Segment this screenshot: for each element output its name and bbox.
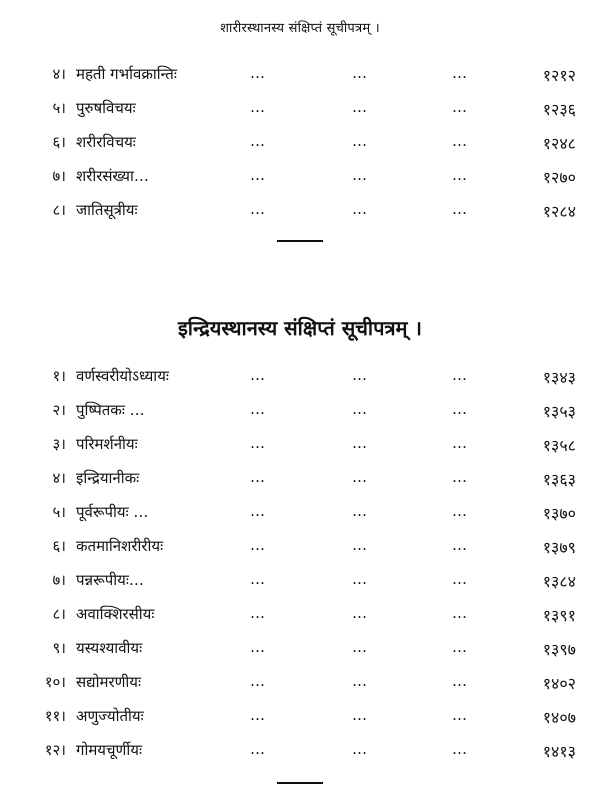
toc-title: गोमयचूर्णीयः — [76, 741, 142, 759]
leader-dots: … — [452, 200, 468, 218]
leader-dots: … — [250, 400, 266, 418]
toc-number: ४। — [52, 65, 66, 83]
toc-number: ६। — [52, 133, 66, 151]
leader-dots: … — [250, 132, 266, 150]
leader-dots: … — [250, 166, 266, 184]
section-title: इन्द्रियस्थानस्य संक्षिप्तं सूचीपत्रम् । — [177, 316, 423, 340]
toc-page-number: १२४८ — [542, 134, 576, 153]
leader-dots: … — [250, 502, 266, 520]
toc-row — [0, 598, 600, 632]
leader-dots: … — [352, 672, 368, 690]
leader-dots: … — [352, 132, 368, 150]
toc-page-number: १४०२ — [542, 674, 576, 693]
leader-dots: … — [250, 638, 266, 656]
toc-page-number: १२३६ — [542, 100, 576, 119]
toc-row — [0, 700, 600, 734]
toc-page-number: १३६३ — [542, 470, 576, 489]
leader-dots: … — [250, 672, 266, 690]
toc-title: इन्द्रियानीकः — [76, 469, 140, 487]
toc-row — [0, 462, 600, 496]
toc-number: ४। — [52, 469, 66, 487]
toc-row — [0, 58, 600, 92]
leader-dots: … — [452, 132, 468, 150]
leader-dots: … — [452, 706, 468, 724]
leader-dots: … — [250, 570, 266, 588]
leader-dots: … — [352, 98, 368, 116]
leader-dots: … — [352, 638, 368, 656]
leader-dots: … — [352, 366, 368, 384]
toc-number: १। — [52, 367, 66, 385]
leader-dots: … — [250, 536, 266, 554]
leader-dots: … — [452, 166, 468, 184]
toc-row — [0, 530, 600, 564]
toc-page-number: १३७९ — [542, 538, 576, 557]
leader-dots: … — [352, 434, 368, 452]
leader-dots: … — [352, 536, 368, 554]
leader-dots: … — [352, 400, 368, 418]
leader-dots: … — [452, 740, 468, 758]
toc-row — [0, 496, 600, 530]
toc-row — [0, 428, 600, 462]
leader-dots: … — [250, 98, 266, 116]
toc-row — [0, 92, 600, 126]
toc-title: अवाक्शिरसीयः — [76, 605, 155, 623]
leader-dots: … — [250, 604, 266, 622]
toc-number: ७। — [52, 167, 66, 185]
toc-number: ५। — [52, 503, 66, 521]
toc-page-number: १३८४ — [542, 572, 576, 591]
toc-row — [0, 394, 600, 428]
leader-dots: … — [452, 638, 468, 656]
toc-title: शरीरसंख्या… — [76, 167, 149, 185]
toc-number: ९। — [52, 639, 66, 657]
toc-row — [0, 194, 600, 228]
leader-dots: … — [352, 740, 368, 758]
toc-page-number: १३७० — [542, 504, 576, 523]
leader-dots: … — [250, 434, 266, 452]
toc-row — [0, 564, 600, 598]
leader-dots: … — [352, 706, 368, 724]
toc-title: वर्णस्वरीयोऽध्यायः — [76, 367, 169, 385]
leader-dots: … — [352, 570, 368, 588]
toc-title: अणुज्योतीयः — [76, 707, 144, 725]
leader-dots: … — [452, 604, 468, 622]
section-divider — [277, 782, 323, 784]
toc-number: ८। — [52, 201, 66, 219]
toc-title: महती गर्भावक्रान्तिः — [76, 65, 177, 83]
toc-number: २। — [52, 401, 66, 419]
leader-dots: … — [352, 64, 368, 82]
toc-page-number: १४१३ — [542, 742, 576, 761]
leader-dots: … — [452, 98, 468, 116]
toc-list-section2 — [0, 360, 600, 768]
toc-number: ११। — [44, 707, 66, 725]
toc-number: ३। — [52, 435, 66, 453]
toc-number: ५। — [52, 99, 66, 117]
toc-page-number: १३४३ — [542, 368, 576, 387]
toc-title: सद्योमरणीयः — [76, 673, 142, 691]
leader-dots: … — [250, 64, 266, 82]
leader-dots: … — [452, 434, 468, 452]
toc-title: जातिसूत्रीयः — [76, 201, 138, 219]
toc-row — [0, 666, 600, 700]
toc-page-number: १२१२ — [542, 66, 576, 85]
leader-dots: … — [452, 366, 468, 384]
leader-dots: … — [352, 502, 368, 520]
leader-dots: … — [250, 366, 266, 384]
leader-dots: … — [250, 200, 266, 218]
toc-title: कतमानिशरीरीयः — [76, 537, 164, 555]
toc-title: यस्यश्यावीयः — [76, 639, 143, 657]
leader-dots: … — [452, 400, 468, 418]
toc-page-number: १२८४ — [542, 202, 576, 221]
leader-dots: … — [452, 502, 468, 520]
toc-title: पन्नरूपीयः… — [76, 571, 144, 589]
toc-page-number: १४०७ — [542, 708, 576, 727]
page-header: शारीरस्थानस्य संक्षिप्तं सूचीपत्रम् । — [220, 21, 380, 36]
leader-dots: … — [250, 468, 266, 486]
toc-page-number: १३९१ — [542, 606, 576, 625]
leader-dots: … — [250, 740, 266, 758]
toc-row — [0, 160, 600, 194]
toc-page-number: १३५८ — [542, 436, 576, 455]
toc-row — [0, 632, 600, 666]
leader-dots: … — [352, 468, 368, 486]
toc-title: पूर्वरूपीयः … — [76, 503, 149, 521]
leader-dots: … — [352, 166, 368, 184]
toc-number: ८। — [52, 605, 66, 623]
section-divider — [277, 240, 323, 242]
toc-title: परिमर्शनीयः — [76, 435, 138, 453]
leader-dots: … — [352, 604, 368, 622]
leader-dots: … — [250, 706, 266, 724]
toc-row — [0, 734, 600, 768]
toc-title: पुरुषविचयः — [76, 99, 136, 117]
toc-page-number: १३९७ — [542, 640, 576, 659]
toc-number: १२। — [44, 741, 66, 759]
toc-page-number: १३५३ — [542, 402, 576, 421]
toc-number: ६। — [52, 537, 66, 555]
leader-dots: … — [452, 536, 468, 554]
toc-number: ७। — [52, 571, 66, 589]
leader-dots: … — [452, 672, 468, 690]
leader-dots: … — [452, 64, 468, 82]
toc-page-number: १२७० — [542, 168, 576, 187]
toc-title: पुष्पितकः … — [76, 401, 145, 419]
leader-dots: … — [352, 200, 368, 218]
toc-list-section1 — [0, 58, 600, 228]
toc-row — [0, 126, 600, 160]
leader-dots: … — [452, 570, 468, 588]
toc-row — [0, 360, 600, 394]
toc-title: शरीरविचयः — [76, 133, 136, 151]
leader-dots: … — [452, 468, 468, 486]
toc-number: १०। — [44, 673, 66, 691]
